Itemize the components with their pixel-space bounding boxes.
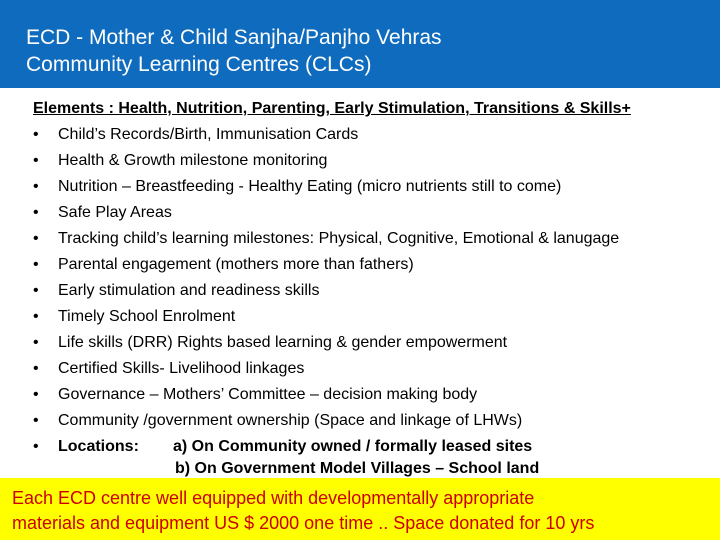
title-bar [0,0,720,88]
footer-text [12,486,594,536]
bullet-icon: • [33,204,39,221]
list-item [33,200,619,226]
list-item-text: Certified Skills- Livelihood linkages [58,360,305,377]
list-item [33,174,619,200]
list-item-text: Child’s Records/Birth, Immunisation Cards [58,126,359,143]
list-item [33,330,619,356]
bullet-icon: • [33,412,39,429]
list-item-text: Tracking child’s learning milestones: Physical, Cognitive, Emotional & lanugage [58,230,620,247]
list-item [33,408,619,434]
bullet-icon: • [33,334,39,351]
list-item [33,278,619,304]
footer-line-1: Each ECD centre well equipped with developmentally appropriate [12,488,535,508]
location-a: a) On Community owned / formally leased sites [173,438,533,455]
location-b: b) On Government Model Villages – School land [175,460,540,477]
list-item-text: Governance – Mothers’ Committee – decision making body [58,386,478,403]
title-line-1: ECD - Mother & Child Sanjha/Panjho Vehras [26,26,442,49]
bullet-icon: • [33,230,39,247]
list-item-text: Timely School Enrolment [58,308,236,325]
bullet-icon: • [33,152,39,169]
list-item [33,356,619,382]
list-item-text: Early stimulation and readiness skills [58,282,320,299]
list-item-text: Nutrition – Breastfeeding - Healthy Eating (micro nutrients still to come) [58,178,562,195]
list-item-text: Community /government ownership (Space and linkage of LHWs) [58,412,523,429]
bullet-icon: • [33,256,39,273]
elements-heading: Elements : Health, Nutrition, Parenting, Early Stimulation, Transitions & Skills+ [33,100,631,117]
footer-line-2: materials and equipment US $ 2000 one time .. Space donated for 10 yrs [12,513,595,533]
list-item-text: Parental engagement (mothers more than fathers) [58,256,414,273]
bullet-icon: • [33,386,39,403]
list-item [33,148,619,174]
footer-banner [0,478,720,540]
bullet-icon: • [33,178,39,195]
list-item-text: Safe Play Areas [58,204,172,221]
list-item [33,122,619,148]
list-item [33,382,619,408]
bullet-list [33,122,619,460]
bullet-icon: • [33,360,39,377]
bullet-icon: • [33,126,39,143]
slide-title [26,24,442,78]
list-item [33,304,619,330]
list-item-text: Health & Growth milestone monitoring [58,152,328,169]
locations-label: Locations: [58,438,139,455]
bullet-icon: • [33,282,39,299]
list-item-text: Life skills (DRR) Rights based learning & gender empowerment [58,334,508,351]
list-item [33,226,619,252]
bullet-icon: • [33,438,39,455]
list-item [33,252,619,278]
bullet-icon: • [33,308,39,325]
title-line-2: Community Learning Centres (CLCs) [26,53,372,76]
